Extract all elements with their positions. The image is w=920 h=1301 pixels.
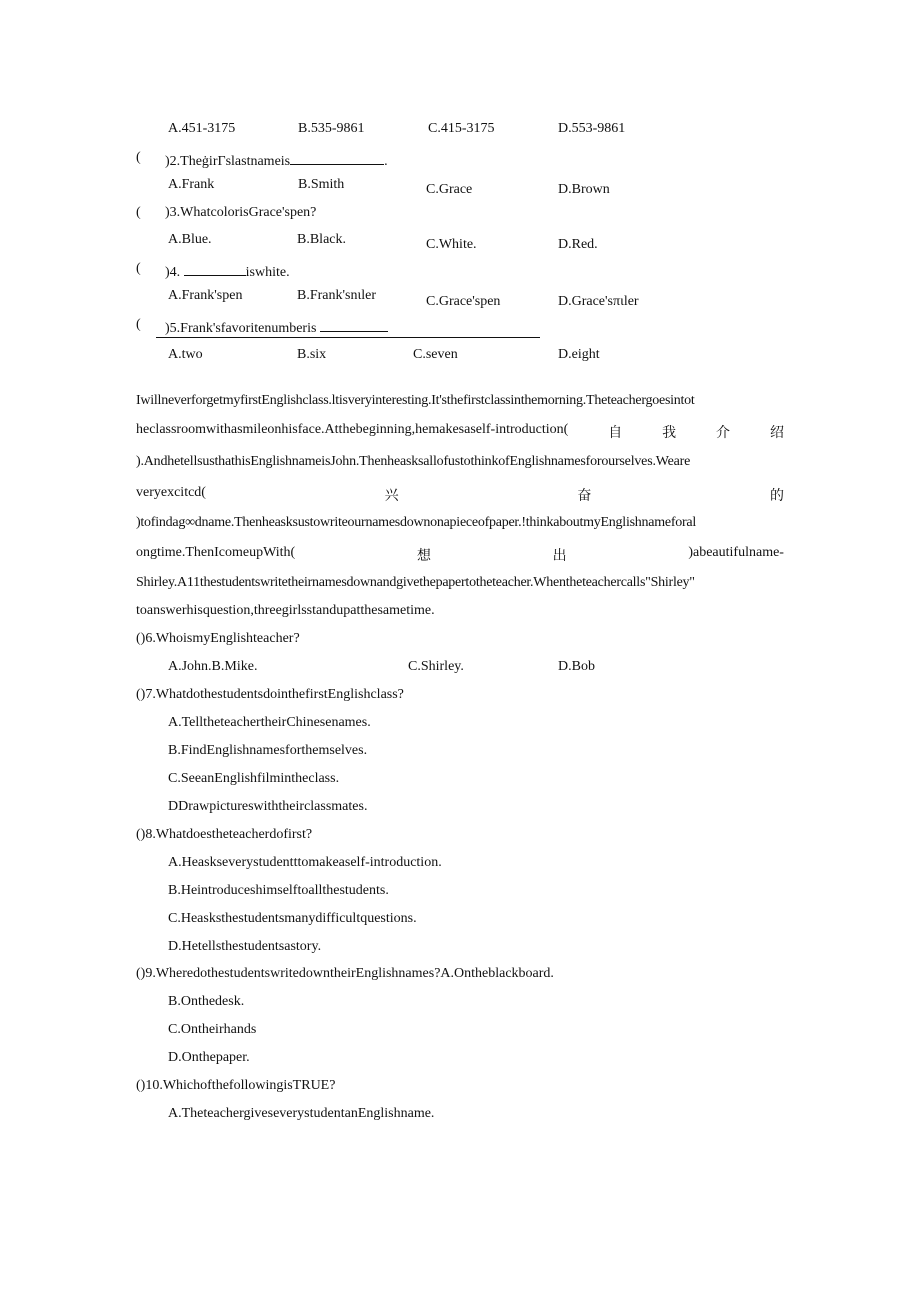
q4-text-b: iswhite.: [245, 265, 290, 280]
passage-char: 兴: [384, 489, 399, 504]
q8-option-a: A.Heaskseverystudentttomakeaself-introduction.: [168, 855, 442, 870]
passage-line-7: Shirley.A11thestudentswritetheirnamesdownandgivethepapertotheteacher.Whentheteachercalls"Shirley": [136, 575, 695, 590]
q7-option-d: DDrawpictureswiththeirclassmates.: [168, 799, 368, 814]
q2-blank: [290, 150, 384, 165]
q4-paren: (: [136, 261, 141, 276]
q8-option-d: D.Hetellsthestudentsastory.: [168, 939, 322, 954]
q5-blank: [320, 317, 388, 332]
q3-option-a: A.Blue.: [168, 232, 212, 247]
q7-text: ()7.WhatdothestudentsdointhefirstEnglishclass?: [136, 687, 404, 702]
passage-line-4-text: veryexcitcd(: [136, 485, 206, 500]
q5-paren: (: [136, 317, 141, 332]
q8-option-b: B.Heintroduceshimselftoallthestudents.: [168, 883, 389, 898]
q2-option-d: D.Brown: [558, 182, 610, 197]
passage-line-4: [136, 485, 784, 505]
q5-option-b: B.six: [297, 347, 327, 362]
q4-option-d: D.Grace'sπιler: [558, 294, 639, 309]
q8-option-c: C.Heasksthestudentsmanydifficultquestions.: [168, 911, 417, 926]
q2-option-a: A.Frank: [168, 177, 215, 192]
passage-char: 出: [552, 549, 567, 564]
passage-char: 想: [416, 549, 431, 564]
q1-option-d: D.553-9861: [558, 121, 626, 136]
q4-question: [165, 261, 290, 281]
q1-option-c: C.415-3175: [428, 121, 495, 136]
q3-paren: (: [136, 205, 141, 220]
q5-option-d: D.eight: [558, 347, 600, 362]
q7-option-c: C.SeeanEnglishfilmintheclass.: [168, 771, 340, 786]
passage-line-2-text: heclassroomwithasmileonhisface.Atthebeginning,hemakesaself-introduction(: [136, 422, 569, 437]
q9-text: ()9.WheredothestudentswritedowntheirEnglishnames?A.Ontheblackboard.: [136, 966, 554, 981]
passage-line-3: ).AndhetellsusthathisEnglishnameisJohn.ThenheasksallofustothinkofEnglishnamesforourselves.Weare: [136, 454, 691, 469]
passage-line-8: toanswerhisquestion,threegirlsstandupatthesametime.: [136, 603, 435, 618]
q6-option-ab: A.John.B.Mike.: [168, 659, 258, 674]
q4-option-b: B.Frank'snιler: [297, 288, 377, 303]
q2-end: .: [384, 154, 388, 169]
q6-option-c: C.Shirley.: [408, 659, 464, 674]
passage-char: 的: [769, 489, 784, 504]
q5-option-c: C.seven: [413, 347, 458, 362]
passage-char: 自: [608, 426, 623, 441]
q2-option-b: B.Smith: [298, 177, 345, 192]
q2-paren: (: [136, 150, 141, 165]
q3-option-b: B.Black.: [297, 232, 346, 247]
passage-char: 绍: [769, 426, 784, 441]
passage-line-1: IwillneverforgetmyfirstEnglishclass.ltisveryinteresting.It'sthefirstclassinthemorning.Theteachergoesintot: [136, 393, 695, 408]
q4-blank: [184, 261, 246, 276]
q6-option-d: D.Bob: [558, 659, 595, 674]
q9-option-d: D.Onthepaper.: [168, 1050, 250, 1065]
q4-text-a: )4.: [165, 265, 181, 280]
passage-line-2: [136, 422, 784, 442]
q2-text: )2.TheġirΓslastnameis: [165, 154, 291, 169]
q8-text: ()8.Whatdoestheteacherdofirst?: [136, 827, 313, 842]
passage-line-6-text: ongtime.ThenIcomeupWith(: [136, 545, 296, 560]
passage-char: 我: [662, 426, 677, 441]
q5-question: [165, 317, 388, 337]
q10-text: ()10.WhichofthefollowingisTRUE?: [136, 1078, 336, 1093]
q6-text: ()6.WhoismyEnglishteacher?: [136, 631, 300, 646]
q7-option-b: B.FindEnglishnamesforthemselves.: [168, 743, 368, 758]
q2-option-c: C.Grace: [426, 182, 473, 197]
q5-option-a: A.two: [168, 347, 203, 362]
q3-option-d: D.Red.: [558, 237, 598, 252]
q1-option-a: A.451-3175: [168, 121, 236, 136]
q9-option-c: C.Ontheirhands: [168, 1022, 257, 1037]
passage-line-6-end: )abeautifulname-: [688, 545, 784, 560]
q5-underline: [156, 337, 540, 338]
passage-line-6: [136, 545, 784, 565]
q1-option-b: B.535-9861: [298, 121, 365, 136]
passage-line-5: )tofindag∞dname.Thenheasksustowriteournamesdownonapieceofpaper.!thinkaboutmyEnglishnameforal: [136, 515, 697, 530]
q7-option-a: A.TelltheteachertheirChinesenames.: [168, 715, 371, 730]
q3-option-c: C.White.: [426, 237, 477, 252]
q10-option-a: A.TheteachergiveseverystudentanEnglishname.: [168, 1106, 435, 1121]
passage-char: 介: [716, 426, 731, 441]
q4-option-a: A.Frank'spen: [168, 288, 243, 303]
q2-question: [165, 150, 388, 170]
q9-option-b: B.Onthedesk.: [168, 994, 245, 1009]
q3-text: )3.WhatcolorisGrace'spen?: [165, 205, 317, 220]
q4-option-c: C.Grace'spen: [426, 294, 501, 309]
q5-text: )5.Frank'sfavoritenumberis: [165, 321, 317, 336]
passage-char: 奋: [577, 489, 592, 504]
